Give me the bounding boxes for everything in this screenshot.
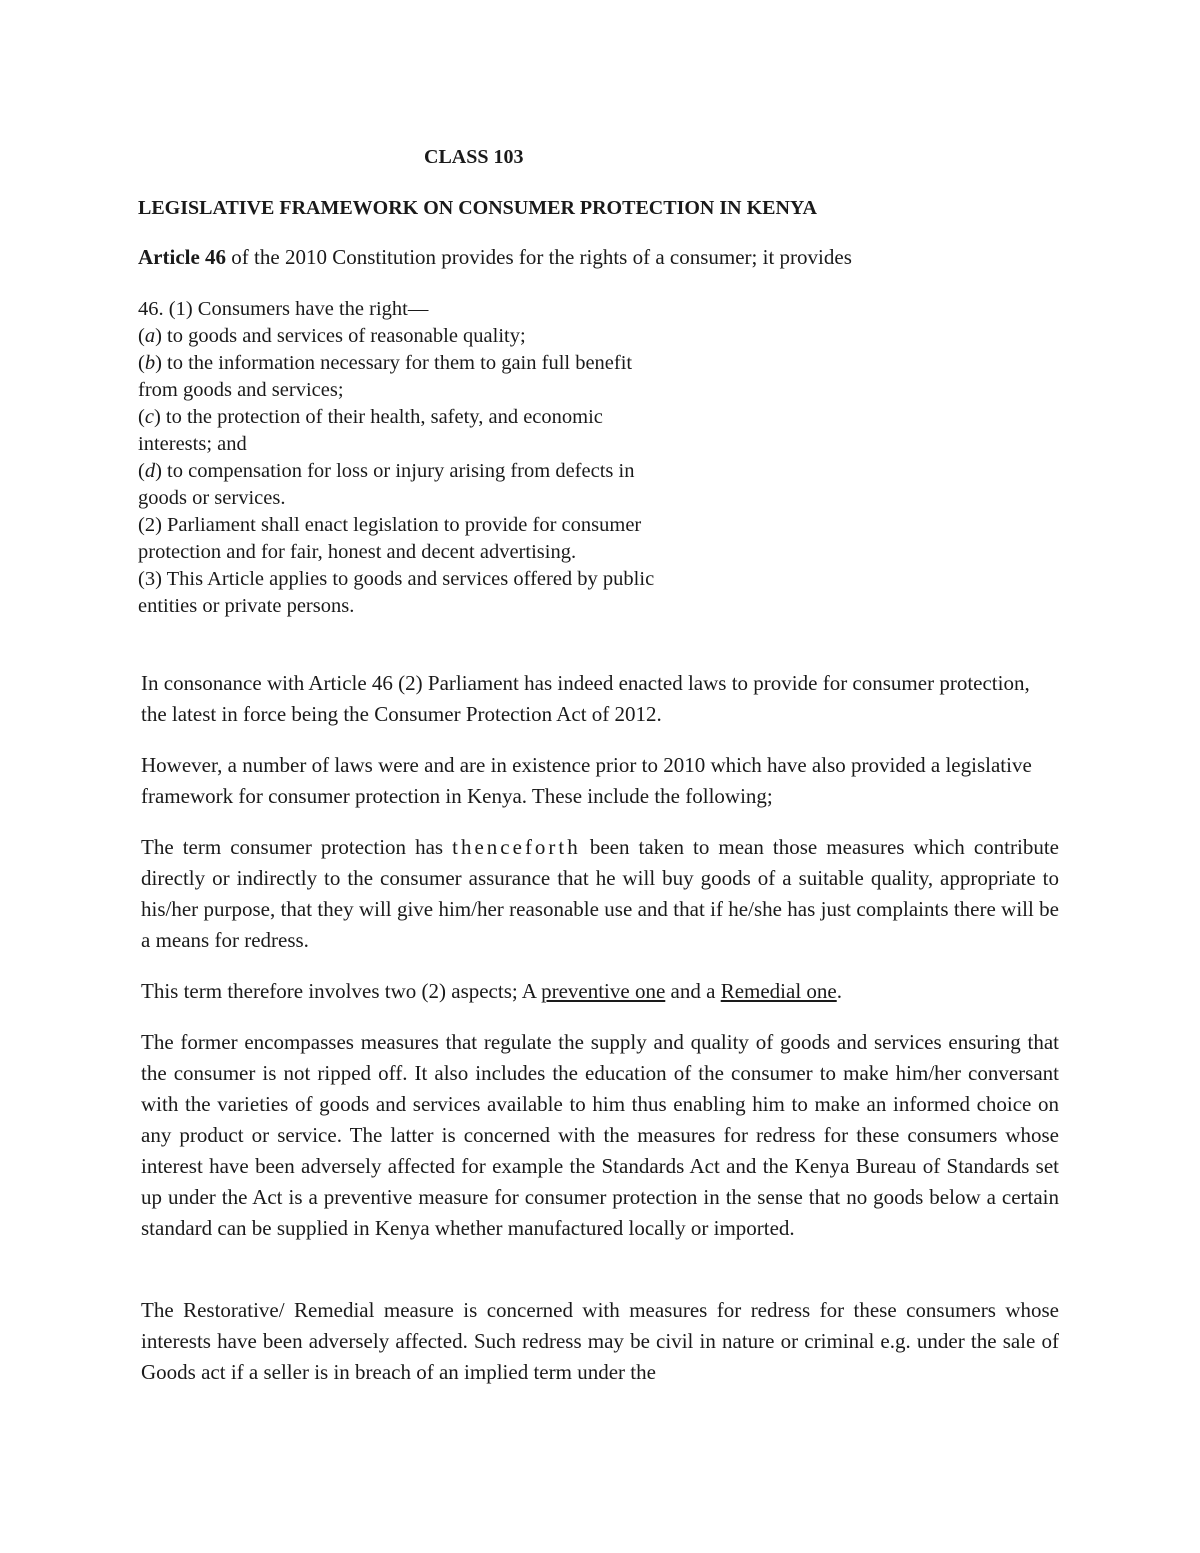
underlined-preventive: preventive one [541,979,666,1003]
paragraph-consonance: In consonance with Article 46 (2) Parliament has indeed enacted laws to provide for consumer protection, the latest in force being the Consumer Protection Act of 2012. [141,671,1030,726]
clause-letter: b [144,352,156,374]
article-subsection-2-cont: protection and for fair, honest and decent advertising. [138,541,577,563]
article-clause-d-cont: goods or services. [138,487,286,509]
article-subsection-3: (3) This Article applies to goods and services offered by public [138,568,655,590]
article-reference: Article 46 [138,245,227,269]
aspects-text-start: This term therefore involves two (2) aspects; A [141,979,542,1003]
clause-text: ) to goods and services of reasonable quality; [155,325,526,347]
clause-letter: a [144,325,156,347]
clause-letter: d [144,460,156,482]
article-clause-b: (b) to the information necessary for them to gain full benefit [138,352,633,374]
article-clause-b-cont: from goods and services; [138,379,344,401]
article-clause-c: (c) to the protection of their health, safety, and economic [138,406,603,428]
clause-text: ) to the protection of their health, safety, and economic [153,406,603,428]
clause-letter: c [144,406,154,428]
aspects-text-end: . [836,979,842,1003]
intro-line [138,244,852,270]
article-clause-a: (a) to goods and services of reasonable quality; [138,325,526,347]
term-text-end: been taken to mean those measures which contribute directly or indirectly to the consumer assurance that he will buy goods of a suitable quality, appropriate to his/her purpose, that they will give him/her reasonable use and that if he/she has just complaints there will be a means for redress. [141,835,1059,952]
spaced-word: thenceforth [452,835,581,859]
article-subsection-3-cont: entities or private persons. [138,595,355,617]
aspects-text-mid: and a [665,979,721,1003]
article-line: 46. (1) Consumers have the right— [138,298,429,320]
term-text-start: The term consumer protection has [141,835,453,859]
underlined-remedial: Remedial one [720,979,837,1003]
paragraph-two-aspects [141,976,1059,1007]
clause-text: ) to compensation for loss or injury arising from defects in [155,460,635,482]
page-title: CLASS 103 [424,146,524,168]
clause-text: ) to the information necessary for them to gain full benefit [155,352,633,374]
article-clause-c-cont: interests; and [138,433,247,455]
paragraph-restorative: The Restorative/ Remedial measure is concerned with measures for redress for these consumers whose interests have been adversely affected. Such redress may be civil in nature or criminal e.g. under the sale of Goods act if a seller is in breach of an implied term under the [141,1298,1059,1384]
paragraph-former-latter: The former encompasses measures that regulate the supply and quality of goods and services ensuring that the consumer is not ripped off. It also includes the education of the consumer to make him/her conversant with the varieties of goods and services available to him thus enabling him to make an informed choice on any product or service. The latter is concerned with the measures for redress for these consumers whose interest have been adversely affected for example the Standards Act and the Kenya Bureau of Standards set up under the Act is a preventive measure for consumer protection in the sense that no goods below a certain standard can be supplied in Kenya whether manufactured locally or imported. [141,1030,1059,1240]
article-clause-d: (d) to compensation for loss or injury arising from defects in [138,460,635,482]
article-subsection-2: (2) Parliament shall enact legislation to provide for consumer [138,514,642,536]
paragraph-prior-laws: However, a number of laws were and are in existence prior to 2010 which have also provided a legislative framework for consumer protection in Kenya. These include the following; [141,753,1032,808]
paragraph-term-definition [141,832,1059,956]
intro-text: of the 2010 Constitution provides for the rights of a consumer; it provides [226,245,852,269]
section-heading: LEGISLATIVE FRAMEWORK ON CONSUMER PROTECTION IN KENYA [138,197,817,219]
